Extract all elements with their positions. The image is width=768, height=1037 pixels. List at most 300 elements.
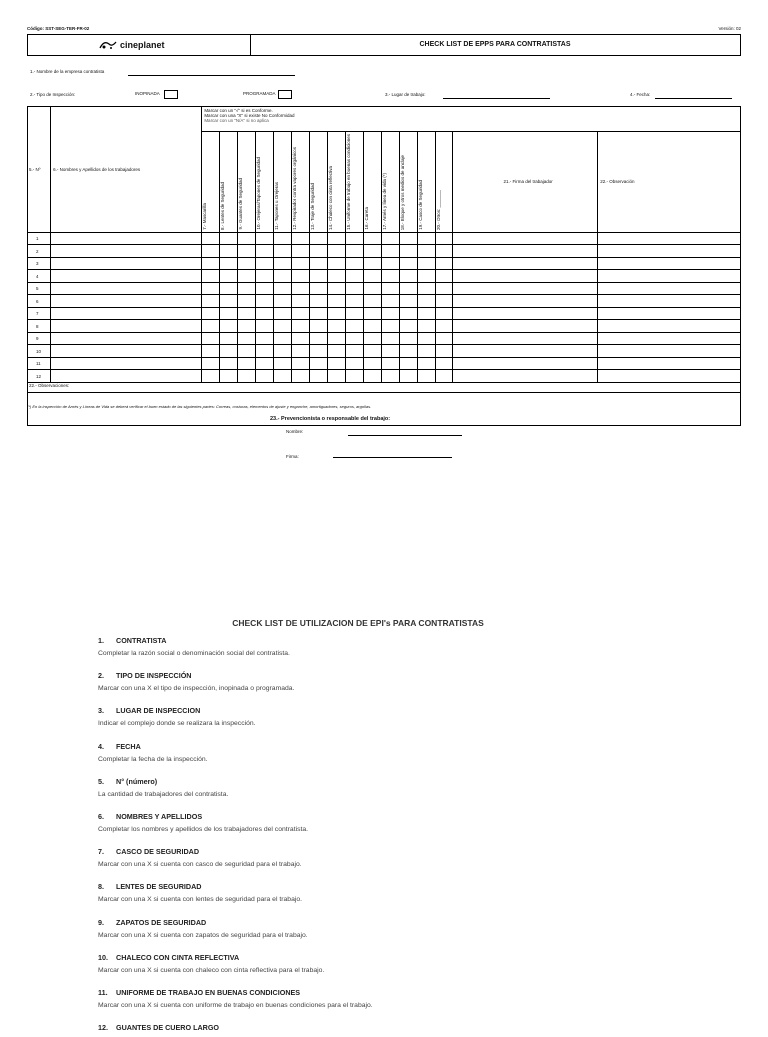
table-cell[interactable] bbox=[435, 232, 453, 245]
table-cell[interactable] bbox=[220, 357, 238, 370]
table-cell[interactable] bbox=[435, 357, 453, 370]
table-cell[interactable] bbox=[345, 332, 363, 345]
table-cell[interactable] bbox=[598, 270, 741, 283]
table-cell[interactable] bbox=[381, 270, 399, 283]
section-description: Marcar con una X si cuenta con chaleco con cinta reflectiva para el trabajo. bbox=[98, 966, 325, 974]
table-cell[interactable] bbox=[292, 232, 310, 245]
table-cell[interactable] bbox=[51, 282, 202, 295]
section-description: Completar la razón social o denominación social del contratista. bbox=[98, 650, 290, 657]
table-cell[interactable] bbox=[363, 357, 381, 370]
table-cell[interactable] bbox=[327, 232, 345, 245]
section-description: Marcar con una X si cuenta con lentes de seguridad para el trabajo. bbox=[98, 896, 303, 904]
section-number: 4. bbox=[98, 741, 104, 751]
table-cell[interactable] bbox=[274, 270, 292, 283]
table-cell[interactable] bbox=[256, 320, 274, 333]
section-number: 6. bbox=[98, 812, 104, 821]
table-cell[interactable] bbox=[345, 370, 363, 383]
table-cell[interactable] bbox=[309, 295, 327, 308]
inopinada-checkbox[interactable] bbox=[164, 90, 178, 99]
table-cell[interactable] bbox=[345, 245, 363, 258]
table-cell[interactable] bbox=[345, 232, 363, 245]
table-cell[interactable] bbox=[417, 232, 435, 245]
table-cell[interactable] bbox=[453, 320, 598, 333]
table-cell[interactable] bbox=[453, 307, 598, 320]
table-cell[interactable] bbox=[256, 295, 274, 308]
table-cell[interactable] bbox=[292, 357, 310, 370]
table-cell[interactable] bbox=[309, 245, 327, 258]
table-cell[interactable] bbox=[292, 282, 310, 295]
instruction-section bbox=[98, 812, 698, 833]
table-cell[interactable] bbox=[327, 320, 345, 333]
workplace-input[interactable] bbox=[443, 98, 550, 99]
table-cell[interactable] bbox=[598, 295, 741, 308]
table-cell[interactable] bbox=[220, 270, 238, 283]
table-cell[interactable] bbox=[274, 320, 292, 333]
document-code: Código: SST-SEG-TER-FR-02 bbox=[27, 26, 90, 31]
table-cell[interactable] bbox=[274, 357, 292, 370]
table-cell[interactable] bbox=[292, 257, 310, 270]
col-epp-header: 20.- Otros: _______ bbox=[435, 132, 453, 233]
section-heading-text: CONTRATISTA bbox=[116, 636, 167, 645]
table-cell[interactable] bbox=[238, 232, 256, 245]
table-cell[interactable] bbox=[345, 295, 363, 308]
table-cell[interactable] bbox=[399, 295, 417, 308]
table-cell[interactable] bbox=[220, 332, 238, 345]
table-cell[interactable] bbox=[220, 232, 238, 245]
row-number: 6 bbox=[28, 295, 51, 308]
section-heading bbox=[98, 847, 698, 856]
table-cell[interactable] bbox=[417, 320, 435, 333]
table-cell[interactable] bbox=[363, 257, 381, 270]
table-cell[interactable] bbox=[327, 245, 345, 258]
table-cell[interactable] bbox=[453, 282, 598, 295]
table-cell[interactable] bbox=[274, 282, 292, 295]
section-number: 10. bbox=[98, 952, 108, 962]
table-cell[interactable] bbox=[51, 257, 202, 270]
table-cell[interactable] bbox=[309, 345, 327, 358]
instruction-conforme: Marcar con un "√" si es Conforme. bbox=[204, 108, 273, 113]
section-heading bbox=[98, 777, 698, 786]
table-cell[interactable] bbox=[220, 370, 238, 383]
table-cell[interactable] bbox=[238, 357, 256, 370]
table-cell[interactable] bbox=[381, 320, 399, 333]
instruction-na: Marcar con un "N/A" si no aplica bbox=[204, 118, 269, 123]
table-cell[interactable] bbox=[202, 332, 220, 345]
instruction-no-conforme: Marcar con una "X" si existe No Conformidad bbox=[204, 113, 295, 118]
section-number: 1. bbox=[98, 636, 104, 645]
table-cell[interactable] bbox=[51, 320, 202, 333]
table-cell[interactable] bbox=[256, 245, 274, 258]
table-cell[interactable] bbox=[435, 282, 453, 295]
date-label: 4.- Fecha: bbox=[630, 92, 651, 97]
observations-label: 22.- Observaciones: bbox=[28, 382, 741, 392]
table-cell[interactable] bbox=[202, 345, 220, 358]
instruction-section bbox=[98, 636, 698, 657]
table-cell[interactable] bbox=[274, 232, 292, 245]
table-cell[interactable] bbox=[417, 370, 435, 383]
table-row bbox=[28, 345, 741, 358]
table-cell[interactable] bbox=[381, 282, 399, 295]
table-cell[interactable] bbox=[453, 270, 598, 283]
table-cell[interactable] bbox=[381, 332, 399, 345]
table-cell[interactable] bbox=[202, 245, 220, 258]
table-cell[interactable] bbox=[417, 345, 435, 358]
row-number: 11 bbox=[28, 357, 51, 370]
table-cell[interactable] bbox=[220, 307, 238, 320]
table-cell[interactable] bbox=[363, 370, 381, 383]
col-epp-header: 8.- Lentes de Seguridad bbox=[220, 132, 238, 233]
col-epp-header: 17.- Arnés y línea de vida (*) bbox=[381, 132, 399, 233]
col-epp-header: 10.- Orejeras/Tapones de Seguridad bbox=[256, 132, 274, 233]
table-cell[interactable] bbox=[292, 295, 310, 308]
table-cell[interactable] bbox=[363, 332, 381, 345]
supervisor-name-input[interactable] bbox=[348, 435, 462, 436]
table-cell[interactable] bbox=[399, 232, 417, 245]
table-cell[interactable] bbox=[363, 282, 381, 295]
table-cell[interactable] bbox=[51, 357, 202, 370]
table-cell[interactable] bbox=[435, 245, 453, 258]
section-heading-text: ZAPATOS DE SEGURIDAD bbox=[116, 917, 207, 927]
row-number: 2 bbox=[28, 245, 51, 258]
row-number: 9 bbox=[28, 332, 51, 345]
table-cell[interactable] bbox=[435, 295, 453, 308]
col-epp-header: 18.- Bloque y otros medios de anclaje bbox=[399, 132, 417, 233]
table-cell[interactable] bbox=[435, 332, 453, 345]
table-cell[interactable] bbox=[453, 357, 598, 370]
col-number-header: 5.- Nº bbox=[28, 107, 51, 233]
table-cell[interactable] bbox=[417, 357, 435, 370]
table-cell[interactable] bbox=[220, 345, 238, 358]
table-cell[interactable] bbox=[309, 282, 327, 295]
section-heading bbox=[98, 988, 698, 997]
table-cell[interactable] bbox=[598, 332, 741, 345]
table-cell[interactable] bbox=[435, 270, 453, 283]
table-cell[interactable] bbox=[363, 345, 381, 358]
table-cell[interactable] bbox=[274, 257, 292, 270]
instruction-section bbox=[98, 777, 698, 798]
table-cell[interactable] bbox=[309, 270, 327, 283]
supervisor-sign-input[interactable] bbox=[333, 457, 452, 458]
table-cell[interactable] bbox=[381, 370, 399, 383]
table-row bbox=[28, 257, 741, 270]
table-row bbox=[28, 295, 741, 308]
section-number: 7. bbox=[98, 847, 104, 857]
table-cell[interactable] bbox=[238, 257, 256, 270]
table-cell[interactable] bbox=[327, 357, 345, 370]
instruction-section bbox=[98, 742, 698, 763]
table-cell[interactable] bbox=[327, 282, 345, 295]
table-cell[interactable] bbox=[220, 257, 238, 270]
section-heading-text: TIPO DE INSPECCIÓN bbox=[116, 671, 192, 681]
section-number: 8. bbox=[98, 882, 104, 892]
table-cell[interactable] bbox=[399, 320, 417, 333]
table-cell[interactable] bbox=[435, 257, 453, 270]
col-epp-header: 9.- Guantes de Seguridad bbox=[238, 132, 256, 233]
table-cell[interactable] bbox=[598, 370, 741, 383]
col-epp-header: 13.- Traje de Seguridad bbox=[309, 132, 327, 233]
instruction-section bbox=[98, 1023, 698, 1037]
table-cell[interactable] bbox=[417, 270, 435, 283]
table-cell[interactable] bbox=[51, 307, 202, 320]
table-cell[interactable] bbox=[399, 257, 417, 270]
table-cell[interactable] bbox=[202, 320, 220, 333]
table-cell[interactable] bbox=[399, 332, 417, 345]
section-heading-text: LENTES DE SEGURIDAD bbox=[116, 882, 202, 892]
table-cell[interactable] bbox=[345, 307, 363, 320]
table-cell[interactable] bbox=[202, 307, 220, 320]
table-cell[interactable] bbox=[238, 245, 256, 258]
table-cell[interactable] bbox=[51, 345, 202, 358]
programada-checkbox[interactable] bbox=[278, 90, 292, 99]
table-cell[interactable] bbox=[399, 357, 417, 370]
table-cell[interactable] bbox=[345, 282, 363, 295]
table-cell[interactable] bbox=[220, 245, 238, 258]
table-row bbox=[28, 245, 741, 258]
section-number: 11. bbox=[98, 988, 108, 997]
table-cell[interactable] bbox=[598, 307, 741, 320]
section-number: 5. bbox=[98, 776, 104, 786]
table-cell[interactable] bbox=[598, 357, 741, 370]
table-cell[interactable] bbox=[327, 307, 345, 320]
section-description: Marcar con una X si cuenta con uniforme de trabajo en buenas condiciones para el trabajo. bbox=[98, 1002, 373, 1009]
table-cell[interactable] bbox=[274, 245, 292, 258]
header-box bbox=[27, 34, 741, 56]
table-cell[interactable] bbox=[51, 332, 202, 345]
table-cell[interactable] bbox=[399, 282, 417, 295]
table-cell[interactable] bbox=[453, 245, 598, 258]
table-cell[interactable] bbox=[220, 295, 238, 308]
table-cell[interactable] bbox=[399, 307, 417, 320]
table-cell[interactable] bbox=[417, 307, 435, 320]
table-cell[interactable] bbox=[309, 357, 327, 370]
table-cell[interactable] bbox=[51, 245, 202, 258]
section-number: 12. bbox=[98, 1023, 108, 1033]
table-cell[interactable] bbox=[363, 270, 381, 283]
table-cell[interactable] bbox=[256, 345, 274, 358]
table-cell[interactable] bbox=[256, 357, 274, 370]
table-cell[interactable] bbox=[363, 295, 381, 308]
inspection-type-label: 2.- Tipo de Inspección: bbox=[30, 92, 76, 97]
row-number: 12 bbox=[28, 370, 51, 383]
table-cell[interactable] bbox=[453, 345, 598, 358]
section-number: 9. bbox=[98, 917, 104, 927]
table-row bbox=[28, 270, 741, 283]
table-cell[interactable] bbox=[435, 307, 453, 320]
table-cell[interactable] bbox=[274, 295, 292, 308]
table-cell[interactable] bbox=[202, 295, 220, 308]
table-cell[interactable] bbox=[256, 232, 274, 245]
section-heading bbox=[98, 953, 698, 962]
table-cell[interactable] bbox=[381, 245, 399, 258]
table-cell[interactable] bbox=[381, 257, 399, 270]
table-cell[interactable] bbox=[309, 370, 327, 383]
table-cell[interactable] bbox=[327, 270, 345, 283]
table-cell[interactable] bbox=[256, 307, 274, 320]
table-cell[interactable] bbox=[417, 257, 435, 270]
section-heading bbox=[98, 1023, 698, 1032]
table-cell[interactable] bbox=[256, 270, 274, 283]
table-cell[interactable] bbox=[202, 357, 220, 370]
table-cell[interactable] bbox=[238, 295, 256, 308]
table-cell[interactable] bbox=[327, 345, 345, 358]
table-cell[interactable] bbox=[51, 232, 202, 245]
table-cell[interactable] bbox=[238, 345, 256, 358]
table-cell[interactable] bbox=[598, 245, 741, 258]
table-cell[interactable] bbox=[309, 257, 327, 270]
epp-checklist-table bbox=[27, 106, 741, 426]
table-cell[interactable] bbox=[256, 370, 274, 383]
table-cell[interactable] bbox=[363, 245, 381, 258]
table-cell[interactable] bbox=[435, 345, 453, 358]
table-cell[interactable] bbox=[417, 295, 435, 308]
table-cell[interactable] bbox=[274, 345, 292, 358]
company-label: 1.- Nombre de la empresa contratista bbox=[30, 69, 105, 74]
col-epp-header: 19.- Casco de Seguridad bbox=[417, 132, 435, 233]
marking-instructions bbox=[202, 107, 741, 132]
table-cell[interactable] bbox=[202, 257, 220, 270]
row-number: 8 bbox=[28, 320, 51, 333]
date-input[interactable] bbox=[655, 98, 732, 99]
table-cell[interactable] bbox=[220, 320, 238, 333]
table-cell[interactable] bbox=[292, 270, 310, 283]
row-number: 4 bbox=[28, 270, 51, 283]
table-cell[interactable] bbox=[238, 320, 256, 333]
table-cell[interactable] bbox=[51, 370, 202, 383]
workplace-label: 3.- Lugar de trabajo: bbox=[385, 92, 426, 97]
instructions-title: CHECK LIST DE UTILIZACION DE EPI's PARA CONTRATISTAS bbox=[232, 618, 484, 628]
table-cell[interactable] bbox=[256, 332, 274, 345]
table-cell[interactable] bbox=[598, 345, 741, 358]
table-cell[interactable] bbox=[238, 307, 256, 320]
footnote: (*) En la inspección de Arnés y Líneas de Vida se deberá verificar el buen estado de las siguientes partes: Correas, costuras, elementos de ajuste y enganche, amortiguadores, seguros, argollas. bbox=[27, 404, 372, 409]
table-cell[interactable] bbox=[274, 370, 292, 383]
table-cell[interactable] bbox=[381, 232, 399, 245]
section-heading bbox=[98, 918, 698, 927]
table-cell[interactable] bbox=[292, 370, 310, 383]
section-description: Marcar con una X si cuenta con zapatos de seguridad para el trabajo. bbox=[98, 931, 308, 939]
table-cell[interactable] bbox=[238, 332, 256, 345]
table-cell[interactable] bbox=[309, 332, 327, 345]
table-cell[interactable] bbox=[598, 320, 741, 333]
table-cell[interactable] bbox=[453, 257, 598, 270]
table-cell[interactable] bbox=[453, 232, 598, 245]
supervisor-title: 23.- Prevencionista o responsable del trabajo: bbox=[270, 416, 391, 422]
logo-text: cineplanet bbox=[120, 40, 165, 50]
table-row bbox=[28, 282, 741, 295]
table-cell[interactable] bbox=[363, 320, 381, 333]
page-title: CHECK LIST DE EPPS PARA CONTRATISTAS bbox=[419, 41, 571, 48]
table-cell[interactable] bbox=[453, 295, 598, 308]
table-cell[interactable] bbox=[598, 282, 741, 295]
table-cell[interactable] bbox=[399, 345, 417, 358]
instruction-section bbox=[98, 671, 698, 692]
table-cell[interactable] bbox=[238, 282, 256, 295]
table-cell[interactable] bbox=[417, 332, 435, 345]
table-cell[interactable] bbox=[274, 332, 292, 345]
table-cell[interactable] bbox=[309, 320, 327, 333]
table-cell[interactable] bbox=[345, 357, 363, 370]
row-number: 7 bbox=[28, 307, 51, 320]
table-cell[interactable] bbox=[381, 307, 399, 320]
table-cell[interactable] bbox=[292, 345, 310, 358]
table-cell[interactable] bbox=[435, 370, 453, 383]
table-cell[interactable] bbox=[292, 320, 310, 333]
document-version: Versión: 02 bbox=[718, 26, 741, 31]
table-cell[interactable] bbox=[327, 295, 345, 308]
section-heading bbox=[98, 636, 698, 645]
company-input[interactable] bbox=[128, 75, 295, 76]
table-cell[interactable] bbox=[309, 307, 327, 320]
table-cell[interactable] bbox=[274, 307, 292, 320]
col-epp-header: 14.- Chaleco con cinta reflectiva bbox=[327, 132, 345, 233]
table-cell[interactable] bbox=[345, 270, 363, 283]
table-cell[interactable] bbox=[435, 320, 453, 333]
table-cell[interactable] bbox=[292, 245, 310, 258]
table-row bbox=[28, 332, 741, 345]
table-cell[interactable] bbox=[345, 320, 363, 333]
table-cell[interactable] bbox=[256, 282, 274, 295]
table-cell[interactable] bbox=[202, 282, 220, 295]
table-cell[interactable] bbox=[238, 370, 256, 383]
table-cell[interactable] bbox=[598, 257, 741, 270]
table-cell[interactable] bbox=[51, 295, 202, 308]
table-cell[interactable] bbox=[399, 245, 417, 258]
instruction-section bbox=[98, 953, 698, 974]
table-cell[interactable] bbox=[202, 270, 220, 283]
section-heading bbox=[98, 882, 698, 891]
section-heading-text: NOMBRES Y APELLIDOS bbox=[116, 812, 203, 821]
col-epp-header: 7.- Mascarilla bbox=[202, 132, 220, 233]
table-cell[interactable] bbox=[399, 270, 417, 283]
section-heading-text: N° (número) bbox=[116, 776, 158, 786]
table-cell[interactable] bbox=[417, 245, 435, 258]
col-names-header: 6.- Nombres y Apellidos de los trabajadores bbox=[51, 107, 202, 233]
col-epp-header: 11.- Tapones u Orejeras bbox=[274, 132, 292, 233]
table-cell[interactable] bbox=[417, 282, 435, 295]
table-cell[interactable] bbox=[453, 370, 598, 383]
table-cell[interactable] bbox=[381, 295, 399, 308]
section-heading bbox=[98, 742, 698, 751]
table-row bbox=[28, 232, 741, 245]
table-cell[interactable] bbox=[363, 232, 381, 245]
table-cell[interactable] bbox=[202, 370, 220, 383]
table-cell[interactable] bbox=[51, 270, 202, 283]
table-cell[interactable] bbox=[399, 370, 417, 383]
table-cell[interactable] bbox=[345, 257, 363, 270]
table-cell[interactable] bbox=[598, 232, 741, 245]
table-cell[interactable] bbox=[309, 232, 327, 245]
table-cell[interactable] bbox=[327, 370, 345, 383]
table-cell[interactable] bbox=[292, 307, 310, 320]
section-heading-text: LUGAR DE INSPECCION bbox=[116, 706, 201, 716]
table-cell[interactable] bbox=[256, 257, 274, 270]
table-cell[interactable] bbox=[381, 345, 399, 358]
table-cell[interactable] bbox=[220, 282, 238, 295]
table-cell[interactable] bbox=[202, 232, 220, 245]
table-row bbox=[28, 357, 741, 370]
row-number: 1 bbox=[28, 232, 51, 245]
table-cell[interactable] bbox=[453, 332, 598, 345]
table-cell[interactable] bbox=[327, 257, 345, 270]
table-cell[interactable] bbox=[292, 332, 310, 345]
table-cell[interactable] bbox=[363, 307, 381, 320]
table-cell[interactable] bbox=[345, 345, 363, 358]
table-cell[interactable] bbox=[381, 357, 399, 370]
table-cell[interactable] bbox=[238, 270, 256, 283]
section-description: Completar la fecha de la inspección. bbox=[98, 755, 208, 763]
instruction-section bbox=[98, 847, 698, 868]
table-cell[interactable] bbox=[327, 332, 345, 345]
